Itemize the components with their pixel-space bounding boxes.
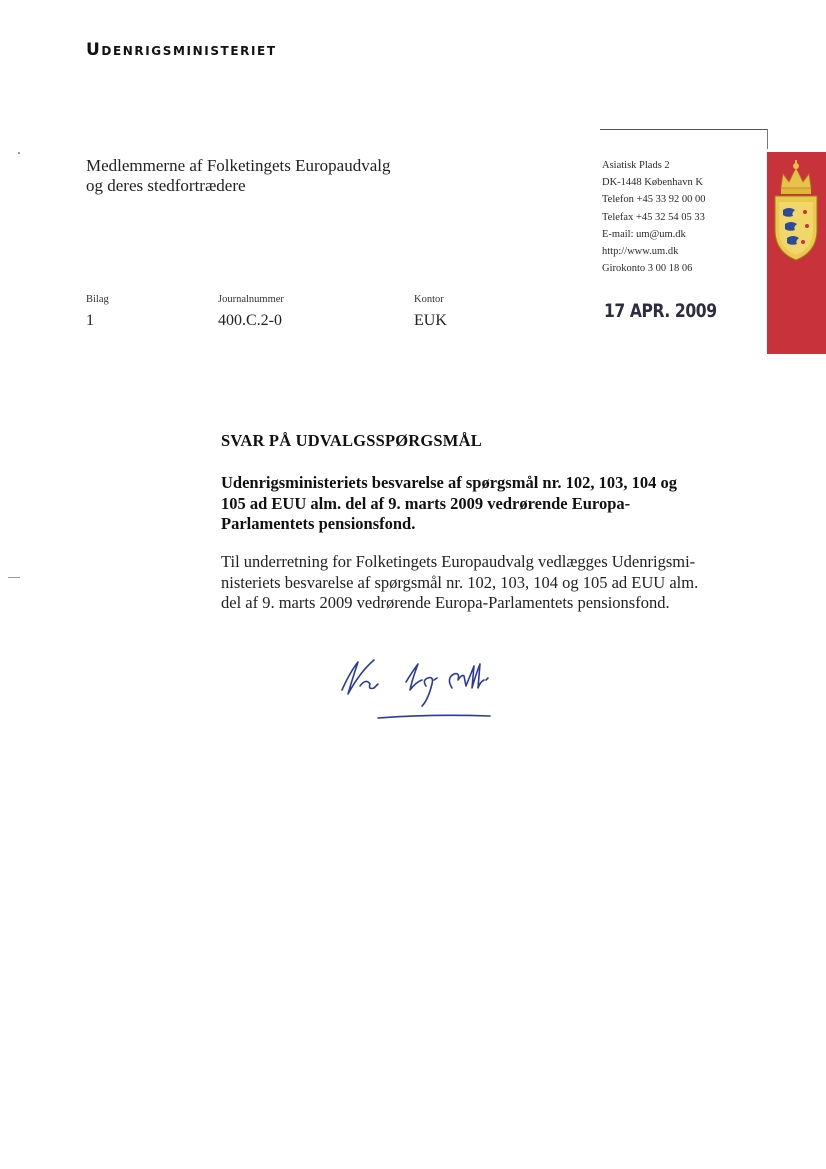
recipient-line: Medlemmerne af Folketingets Europaudvalg [86,156,391,175]
subject-block [221,473,741,535]
subject-line: Udenrigsministeriets besvarelse af spørgsmål nr. 102, 103, 104 og [221,473,678,492]
address-giro: Girokonto 3 00 18 06 [602,263,693,275]
kontor-value: EUK [414,312,447,329]
bilag-value: 1 [86,312,94,329]
body-line: nisteriets besvarelse af spørgsmål nr. 102, 103, 104 og 105 ad EUU alm. [221,572,699,592]
subject-line: Parlamentets pensionsfond. [221,514,416,533]
address-city: DK-1448 København K [602,177,703,189]
address-divider-vertical [767,129,768,149]
journal-label: Journalnummer [218,294,284,305]
address-phone: Telefon +45 33 92 00 00 [602,194,706,206]
ministry-name: Udenrigsministeriet [86,40,277,60]
address-website: http://www.um.dk [602,246,679,258]
document-heading: SVAR PÅ UDVALGSSPØRGSMÅL [221,431,482,450]
address-fax: Telefax +45 32 54 05 33 [602,211,705,223]
body-paragraph [221,552,741,614]
address-street: Asiatisk Plads 2 [602,160,670,171]
subject-line: 105 ad EUU alm. del af 9. marts 2009 vedrørende Europa- [221,493,631,513]
address-email: E-mail: um@um.dk [602,228,686,240]
kontor-label: Kontor [414,294,444,305]
journal-value: 400.C.2-0 [218,312,282,329]
scan-mark [18,152,20,154]
coat-of-arms-icon [767,152,826,354]
fold-mark [8,577,20,578]
recipient-block [86,156,391,196]
signature [330,632,560,737]
body-line: del af 9. marts 2009 vedrørende Europa-Parlamentets pensionsfond. [221,593,670,612]
signature-icon [330,632,560,732]
date-stamp: 17 APR. 2009 [604,300,717,322]
bilag-label: Bilag [86,294,109,305]
body-line: Til underretning for Folketingets Europaudvalg vedlægges Udenrigsmi- [221,552,696,571]
address-block [602,157,705,277]
recipient-line: og deres stedfortrædere [86,176,246,195]
crest-band [767,152,826,354]
address-divider [600,129,768,130]
